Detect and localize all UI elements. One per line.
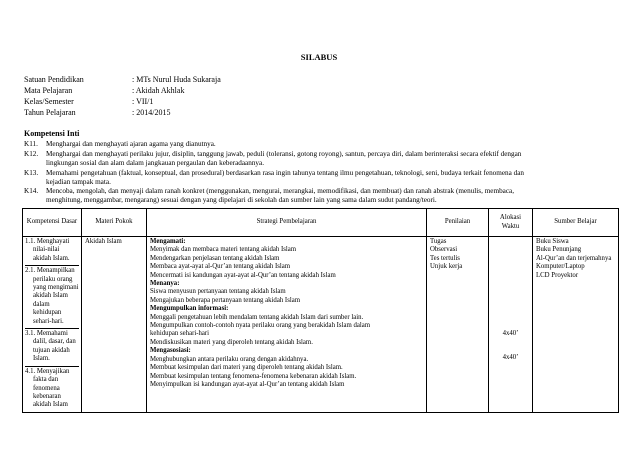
penilaian-item: Tes tertulis xyxy=(430,254,460,262)
cell-alokasi-waktu xyxy=(489,237,533,413)
ki-heading: Kompetensi Inti xyxy=(24,129,80,138)
kd-text: 4.1. Menyajikan fakta dan fenomena kebenaran akidah Islam xyxy=(25,367,70,409)
kd-text: 1.1. Menghayati nilai-nilai akidah Islam. xyxy=(25,238,70,262)
ki-number: K12. xyxy=(24,150,39,158)
ki-number: K14. xyxy=(24,187,39,195)
syllabus-table xyxy=(22,208,619,413)
strategi-line: Mendengarkan penjelasan tentang akidah Islam xyxy=(150,254,280,262)
kd-text: 3.1. Memahami dalil, dasar, dan tujuan akidah Islam. xyxy=(25,330,76,363)
strategi-line: Mengasosiasi: xyxy=(150,347,191,355)
meta-row-kelas xyxy=(24,97,153,106)
strategi-line: Mendiskusikan materi yang diperoleh tentang akidah Islam. xyxy=(150,338,313,346)
strategi-line: Menyimpulkan isi kandungan ayat-ayat al-Qur’an tentang akidah Islam xyxy=(150,380,345,388)
ki-text: Menghargai dan menghayati ajaran agama yang dianutnya. xyxy=(46,140,216,148)
strategi-line: Menghubungkan antara perilaku orang dengan akidahnya. xyxy=(150,355,309,363)
ki-text-cont: menghitung, menggambar, mengarang) sesuai dengan yang dipelajari di sekolah dan sumber lain yang sama dalam sudut pandang/teori. xyxy=(46,196,437,204)
meta-value: : 2014/2015 xyxy=(132,108,171,117)
penilaian-item: Unjuk kerja xyxy=(430,263,463,271)
col-header-penilaian: Penilaian xyxy=(427,209,489,237)
strategi-line: Siswa menyusun pertanyaan tentang akidah Islam xyxy=(150,288,286,296)
meta-key: Satuan Pendidikan xyxy=(24,75,84,84)
strategi-line: Mengamati: xyxy=(150,238,186,245)
strategi-line: Mencermati isi kandungan ayat-ayat al-Qur’an tentang akidah Islam xyxy=(150,271,336,279)
sumber-item: Komputer/Laptop xyxy=(536,263,585,271)
strategi-line: kehidupan sehari-hari xyxy=(150,330,210,338)
strategi-line: Mengumpulkan informasi: xyxy=(150,305,229,313)
ki-text-cont: lingkungan sosial dan alam dalam jangkauan pergaulan dan keberadaannya. xyxy=(46,159,265,167)
table-header-row xyxy=(23,209,619,237)
kd-text: 2.1. Menampilkan perilaku orang yang mengimani akidah Islam dalam kehidupan sehari-hari. xyxy=(25,267,79,325)
col-header-sumber-belajar: Sumber Belajar xyxy=(533,209,619,237)
ki-text: Mencoba, mengolah, dan menyaji dalam ranah konkret (menggunakan, mengurai, merangkai, memodifikasi, dan membuat) dan ranah abstrak (menulis, membaca, xyxy=(46,187,515,195)
cell-penilaian xyxy=(427,237,489,413)
cell-sumber-belajar xyxy=(533,237,619,413)
ki-text: Menghargai dan menghayati perilaku jujur, disiplin, tanggung jawab, peduli (toleransi, gotong royong), santun, percaya diri, dalam berinteraksi secara efektif dengan xyxy=(46,150,522,158)
ki-number: K13. xyxy=(24,169,39,177)
ki-item-2 xyxy=(24,150,618,168)
ki-text: Memahami pengetahuan (faktual, konseptual, dan prosedural) berdasarkan rasa ingin tahunya tentang ilmu pengetahuan, teknologi, seni, budaya terkait fenomena dan xyxy=(46,169,525,177)
page-title: SILABUS xyxy=(300,52,338,62)
meta-value: : MTs Nurul Huda Sukaraja xyxy=(132,75,221,84)
cell-kompetensi-dasar xyxy=(23,237,82,413)
sumber-item: Buku Siswa xyxy=(536,238,569,245)
meta-value: : VII/1 xyxy=(132,97,154,106)
meta-value: : Akidah Akhlak xyxy=(132,86,185,95)
sumber-item: Al-Qur’an dan terjemahnya xyxy=(536,254,612,262)
strategi-line: Membaca ayat-ayat al-Qur’an tentang akidah Islam xyxy=(150,263,291,271)
alokasi-item: 4x40’ xyxy=(502,330,519,337)
meta-key: Mata Pelajaran xyxy=(24,86,73,95)
sumber-item: Buku Penunjang xyxy=(536,246,582,254)
ki-item-3 xyxy=(24,169,618,187)
ki-text-cont: kejadian tampak mata. xyxy=(46,178,111,186)
penilaian-item: Tugas xyxy=(430,238,447,245)
strategi-line: Menanya: xyxy=(150,280,180,288)
cell-materi-pokok: Akidah Islam xyxy=(82,237,147,413)
col-header-materi-pokok: Materi Pokok xyxy=(82,209,147,237)
kd-item xyxy=(25,237,79,266)
strategi-line: Membuat kesimpulan dari materi yang diperoleh tentang akidah Islam. xyxy=(150,364,343,372)
strategi-line: Menggali pengetahuan lebih mendalam tentang akidah Islam dari sumber lain. xyxy=(150,313,364,321)
meta-row-tahun xyxy=(24,108,170,117)
strategi-line: Mengumpulkan contoh-contoh nyata perilaku orang yang berakidah Islam dalam xyxy=(150,322,371,330)
meta-key: Kelas/Semester xyxy=(24,97,74,106)
strategi-line: Membuat kesimpulan tentang fenomena-fenomena kebenaran akidah Islam. xyxy=(150,372,357,380)
table-row xyxy=(23,237,619,413)
col-header-kompetensi-dasar: Kompetensi Dasar xyxy=(23,209,82,237)
kd-item xyxy=(25,329,79,367)
penilaian-item: Observasi xyxy=(430,246,458,254)
alokasi-item: 4x40’ xyxy=(502,354,519,362)
meta-row-satuan xyxy=(24,75,221,84)
cell-strategi xyxy=(147,237,427,413)
ki-number: K11. xyxy=(24,140,38,148)
meta-row-mapel xyxy=(24,86,184,95)
kd-item xyxy=(25,266,79,329)
col-header-alokasi-waktu: Alokasi Waktu xyxy=(489,209,533,237)
col-header-strategi: Strategi Pembelajaran xyxy=(147,209,427,237)
meta-key: Tahun Pelajaran xyxy=(24,108,76,117)
ki-item-1 xyxy=(24,140,618,149)
strategi-line: Menyimak dan membaca materi tentang akidah Islam xyxy=(150,246,297,254)
ki-item-4 xyxy=(24,187,618,205)
kd-item xyxy=(25,367,79,412)
strategi-line: Mengajukan beberapa pertanyaan tentang akidah Islam xyxy=(150,296,301,304)
sumber-item: LCD Proyektor xyxy=(536,271,579,279)
